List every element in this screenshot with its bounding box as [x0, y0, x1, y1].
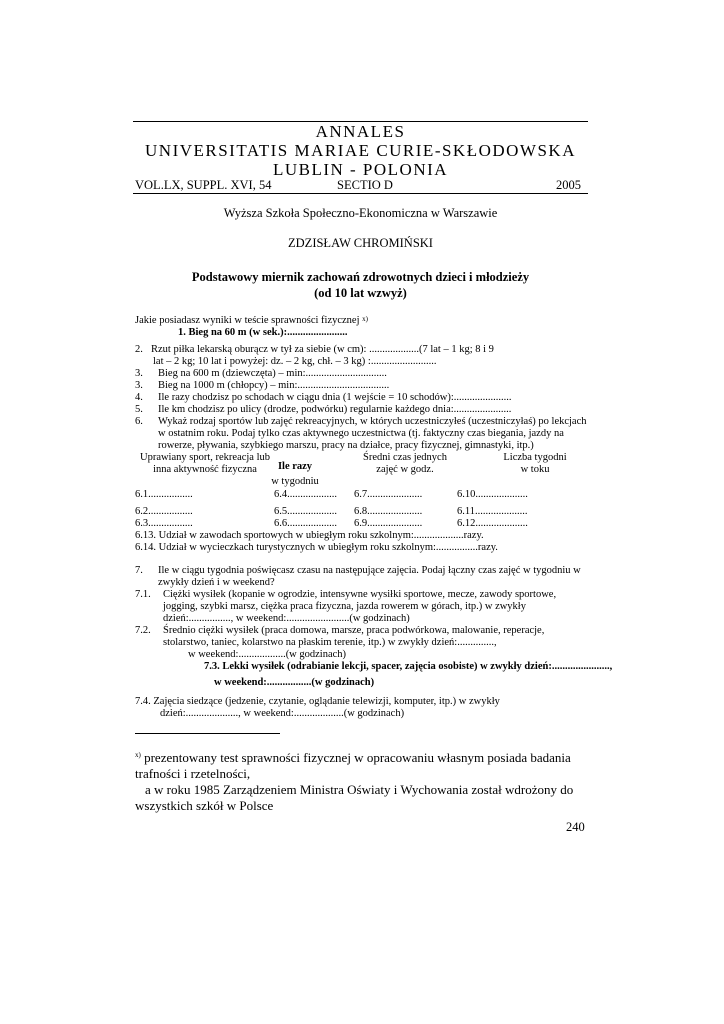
table-header-avg-time-l1: Średni czas jednych — [363, 452, 447, 463]
item-3b-text: Bieg na 1000 m (chłopcy) – min:................................... — [158, 380, 390, 391]
footnote-mark: x) — [135, 751, 141, 759]
item-7-1-l3: dzień:................, w weekend:........................(w godzinach) — [163, 613, 410, 624]
item-6-cont-1: w ostatnim roku. Podaj tylko czas aktywnego uczestnictwa (tj. faktyczny czas biegania, jazdy na — [158, 428, 564, 439]
header-bottom-rule — [133, 193, 588, 194]
table-cell-6-7: 6.7..................... — [354, 489, 423, 500]
table-cell-6-2: 6.2................. — [135, 506, 193, 517]
item-7-1-l2: jogging, szybki marsz, ciężka praca fizyczna, jazda rowerem w górach, itp.) w zwykły — [163, 601, 526, 612]
table-header-times — [255, 461, 335, 488]
item-7-4-l1: 7.4. Zajęcia siedzące (jedzenie, czytanie, oglądanie telewizji, komputer, itp.) w zwykły — [135, 696, 500, 707]
table-cell-6-6: 6.6................... — [274, 518, 337, 529]
journal-volume: VOL.LX, SUPPL. XVI, 54 — [135, 178, 272, 192]
table-cell-6-1: 6.1................. — [135, 489, 193, 500]
journal-university: UNIVERSITATIS MARIAE CURIE-SKŁODOWSKA — [145, 141, 576, 160]
table-header-avg-time — [345, 452, 465, 476]
table-cell-6-10: 6.10.................... — [457, 489, 528, 500]
item-7-num: 7. — [135, 565, 143, 576]
table-header-weeks-l2: w toku — [520, 464, 550, 475]
item-7-2-l3: w weekend:..................(w godzinach) — [188, 649, 347, 660]
journal-city: LUBLIN - POLONIA — [272, 160, 449, 179]
item-7-q1: Ile w ciągu tygodnia poświęcasz czasu na następujące zajęcia. Podaj łączny czas zajęć w tygodniu w — [158, 565, 581, 576]
table-header-weeks-l1: Liczba tygodni — [503, 452, 567, 463]
item-7-q2: zwykły dzień i w weekend? — [158, 577, 275, 588]
item-7-3-l2: w weekend:.................(w godzinach) — [214, 677, 375, 688]
item-2-text: Rzut piłka lekarską oburącz w tył za siebie (w cm): ...................(7 lat – 1 kg; 8 i 9 — [151, 344, 494, 355]
item-6-13: 6.13. Udział w zawodach sportowych w ubiegłym roku szkolnym:...................razy. — [135, 530, 484, 541]
page-number: 240 — [566, 820, 585, 834]
item-2-num: 2. — [135, 344, 143, 355]
intro-footnote-mark: x) — [362, 315, 368, 323]
table-header-weeks — [480, 452, 590, 476]
item-5-num: 5. — [135, 404, 143, 415]
footnote-separator — [135, 733, 280, 734]
item-7-4-l2: dzień:...................., w weekend:...................(w godzinach) — [160, 708, 405, 719]
item-7-1-num: 7.1. — [135, 589, 151, 600]
table-header-sport-l1: Uprawiany sport, rekreacja lub — [139, 452, 271, 463]
item-7-1-l1: Ciężki wysiłek (kopanie w ogrodzie, intensywne wysiłki sportowe, mecze, zawody sportowe, — [163, 589, 557, 600]
table-cell-6-4: 6.4................... — [274, 489, 337, 500]
intro-question — [135, 315, 368, 327]
item-3a-text: Bieg na 600 m (dziewczęta) – min:............................... — [158, 368, 387, 379]
footnote-line2: trafności i rzetelności, — [135, 766, 251, 781]
item-6-14: 6.14. Udział w wycieczkach turystycznych w ubiegłym roku szkolnym:................razy. — [135, 542, 498, 553]
item-3b-num: 3. — [135, 380, 143, 391]
item-4-num: 4. — [135, 392, 143, 403]
item-7-2-l1: Średnio ciężki wysiłek (praca domowa, marsze, praca podwórkowa, malowanie, reperacje, — [163, 625, 545, 636]
item-2-text-cont: lat – 2 kg; 10 lat i powyżej: dz. – 2 kg, chł. – 3 kg) :......................... — [153, 356, 437, 367]
footnote-line1 — [135, 749, 571, 766]
table-header-sport-l2: inna aktywność fizyczna — [153, 464, 257, 475]
item-3a-num: 3. — [135, 368, 143, 379]
journal-section: SECTIO D — [337, 178, 393, 192]
table-cell-6-8: 6.8..................... — [354, 506, 423, 517]
article-title-line2: (od 10 lat wzwyż) — [314, 286, 407, 300]
item-7-2-l2: stolarstwo, taniec, kolarstwo na płaskim terenie, itp.) w zwykły dzień:.............., — [163, 637, 497, 648]
table-header-times-l2: w tygodniu — [271, 476, 319, 487]
item-5-text: Ile km chodzisz po ulicy (drodze, podwórku) regularnie każdego dnia:...................... — [158, 404, 512, 415]
author: ZDZISŁAW CHROMIŃSKI — [288, 236, 433, 250]
footnote-line3: a w roku 1985 Zarządzeniem Ministra Oświaty i Wychowania został wdrożony do — [145, 782, 574, 797]
footnote-line1-text: prezentowany test sprawności fizycznej w opracowaniu własnym posiada badania — [140, 750, 571, 765]
table-cell-6-5: 6.5................... — [274, 506, 337, 517]
item-1: 1. Bieg na 60 m (w sek.):....................... — [178, 327, 348, 338]
institution: Wyższa Szkoła Społeczno-Ekonomiczna w Warszawie — [223, 206, 498, 220]
table-cell-6-3: 6.3................. — [135, 518, 193, 529]
item-6-num: 6. — [135, 416, 143, 427]
journal-title: ANNALES — [315, 122, 406, 141]
item-4-text: Ile razy chodzisz po schodach w ciągu dnia (1 wejście = 10 schodów):...................... — [158, 392, 512, 403]
item-6-cont-2: rowerze, pływania, szybkiego marszu, pracy na działce, pracy fizycznej, gimnastyki, itp.) — [158, 440, 534, 451]
item-7-3-l1: 7.3. Lekki wysiłek (odrabianie lekcji, spacer, zajęcia osobiste) w zwykły dzień:......................, — [204, 661, 613, 672]
table-cell-6-12: 6.12.................... — [457, 518, 528, 529]
footnote-line4: wszystkich szkół w Polsce — [135, 798, 274, 813]
intro-question-text: Jakie posiadasz wyniki w teście sprawności fizycznej — [135, 315, 360, 326]
table-header-avg-time-l2: zajęć w godz. — [376, 464, 434, 475]
table-cell-6-9: 6.9..................... — [354, 518, 423, 529]
table-header-times-l1: Ile razy — [277, 461, 313, 472]
article-title-line1: Podstawowy miernik zachowań zdrowotnych dzieci i młodzieży — [191, 270, 530, 284]
table-cell-6-11: 6.11.................... — [457, 506, 528, 517]
item-7-2-num: 7.2. — [135, 625, 151, 636]
journal-year: 2005 — [556, 178, 581, 192]
item-6-text: Wykaż rodzaj sportów lub zajęć rekreacyjnych, w których uczestniczyłeś (uczestniczyłaś) po lekcjach — [158, 416, 587, 427]
